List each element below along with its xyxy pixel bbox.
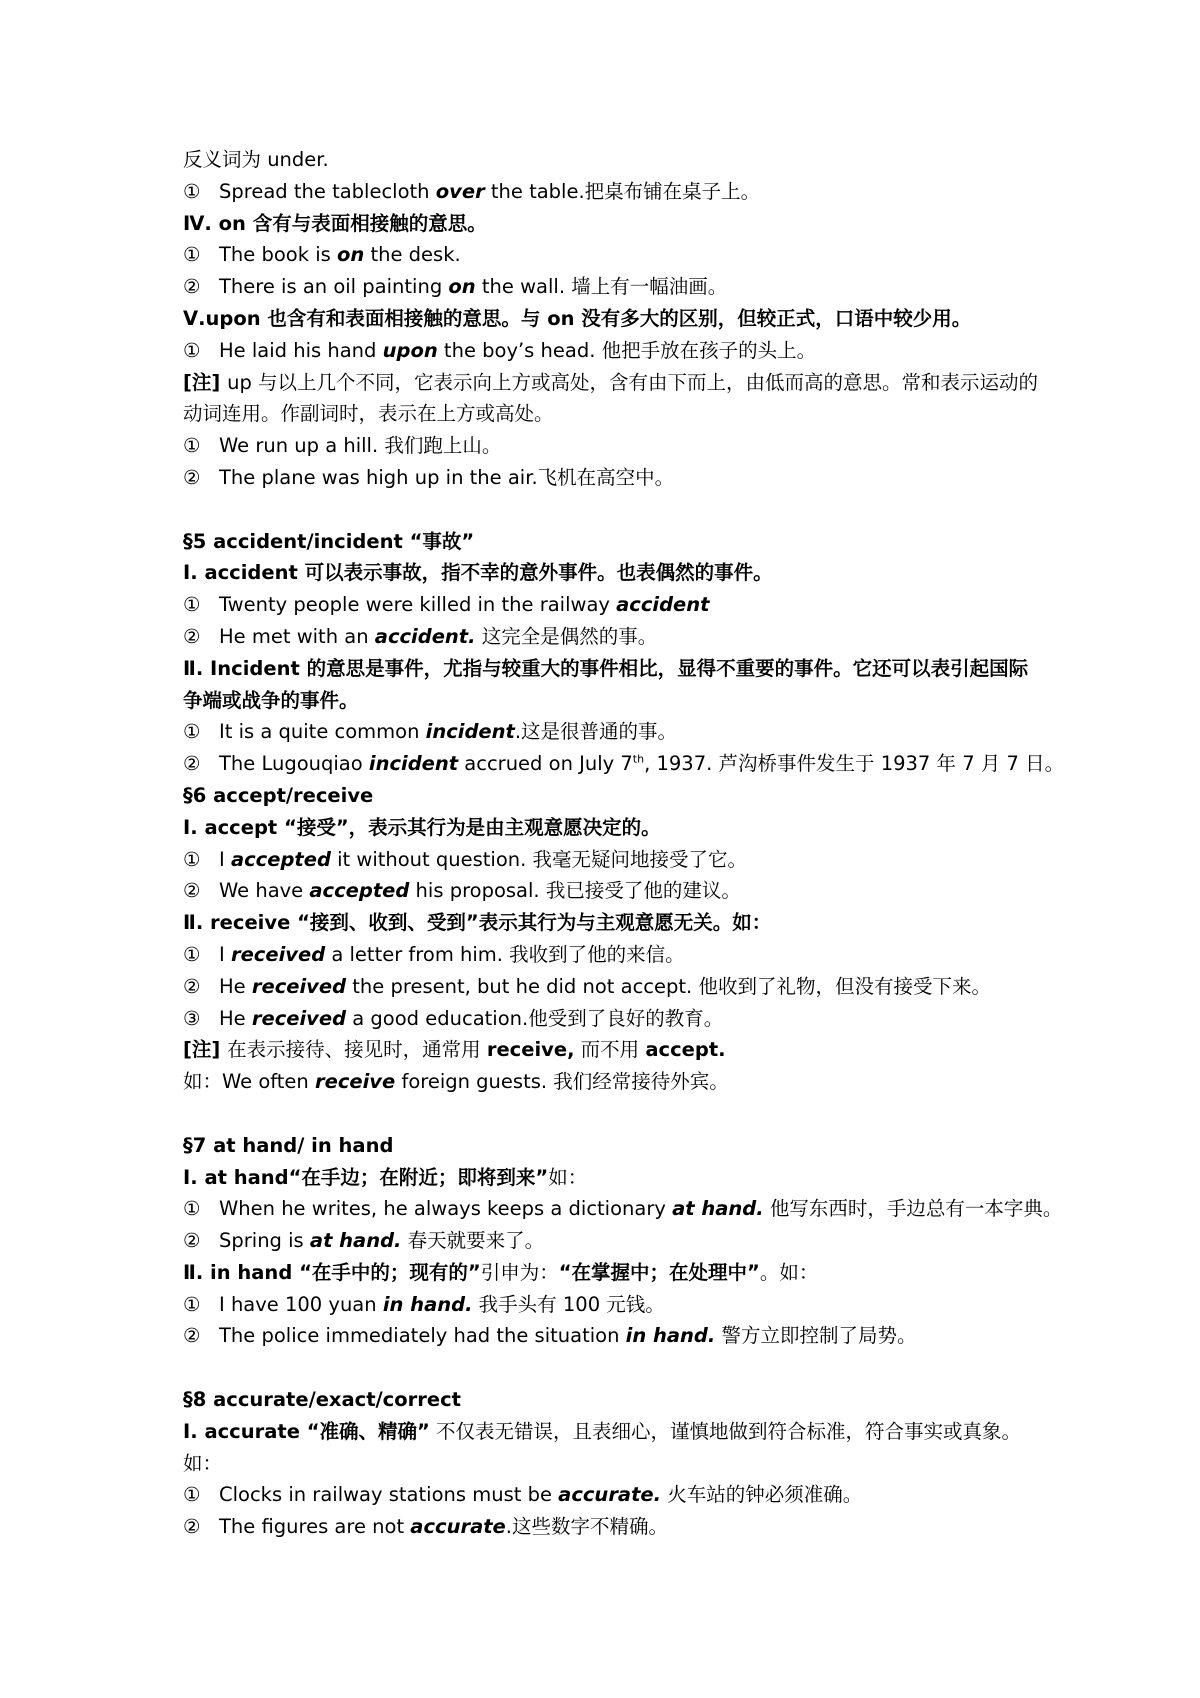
keyword: in hand. [382, 1292, 473, 1316]
example-sentence [183, 239, 1043, 271]
text-segment: There is an oil painting [219, 275, 449, 299]
section-heading: §5 accident/incident “事故” [183, 529, 475, 553]
keyword: accident [616, 593, 710, 617]
text-segment: He laid his hand [219, 338, 383, 362]
example-sentence [183, 462, 1043, 494]
bold-text: “在掌握中；在处理中” [558, 1260, 760, 1284]
text-segment: the wall. 墙上有一幅油画。 [475, 275, 728, 299]
text-segment: 引申为： [480, 1260, 559, 1284]
section-heading: §7 at hand/ in hand [183, 1133, 394, 1157]
example-sentence [183, 271, 1043, 303]
example-sentence [183, 430, 1043, 462]
text-segment: a letter from him. 我收到了他的来信。 [325, 942, 685, 966]
bold-text: [注] [183, 1038, 228, 1062]
blank-line [183, 1098, 1043, 1130]
example-number: ① [183, 720, 201, 744]
text-segment: the present, but he did not accept. 他收到了礼物，但没有接受下来。 [346, 974, 991, 998]
example-number: ③ [183, 1006, 201, 1030]
bold-text: accept. [645, 1038, 726, 1062]
text-segment: .这些数字不精确。 [505, 1515, 668, 1539]
keyword: at hand. [309, 1229, 402, 1253]
bold-text: Ⅰ. at hand“在手边；在附近；即将到来” [183, 1165, 549, 1189]
note-line [183, 367, 1043, 431]
blank-line [183, 1352, 1043, 1384]
example-sentence [183, 589, 1043, 621]
text-segment: 春天就要来了。 [401, 1229, 545, 1253]
text-segment: The plane was high up in the air.飞机在高空中。 [219, 465, 675, 489]
example-number: ① [183, 942, 201, 966]
text-segment: He [219, 1006, 252, 1030]
example-sentence [183, 1479, 1043, 1511]
example-sentence [183, 621, 1043, 653]
example-number: ① [183, 1292, 201, 1316]
text-segment: He [219, 974, 252, 998]
example-number: ② [183, 1324, 201, 1348]
example-number: ② [183, 465, 201, 489]
example-sentence [183, 1320, 1043, 1352]
example-sentence [183, 335, 1043, 367]
section-heading: Ⅳ. on 含有与表面相接触的意思。 [183, 211, 487, 235]
bold-text: Ⅱ. in hand “在手中的；现有的” [183, 1260, 481, 1284]
text-segment: Spring is [219, 1229, 310, 1253]
keyword: on [448, 275, 476, 299]
text-segment: He met with an [219, 624, 375, 648]
section-heading: Ⅰ. accept “接受”，表示其行为是由主观意愿决定的。 [183, 815, 661, 839]
text-segment: 如：We often [183, 1070, 315, 1094]
keyword: in hand. [625, 1324, 716, 1348]
note-line [183, 1416, 1043, 1480]
note-line [183, 1066, 1043, 1098]
section-heading: Ⅱ. receive “接到、收到、受到”表示其行为与主观意愿无关。如： [183, 911, 772, 935]
bold-text: Ⅰ. accurate “准确、精确” [183, 1419, 430, 1443]
text-segment: We have [219, 879, 310, 903]
text-segment: Twenty people were killed in the railway [219, 593, 617, 617]
text-segment: 不仅表无错误，且表细心，谨慎地做到符合标准，符合事实或真象。如： [183, 1419, 1022, 1475]
text-segment: the table.把桌布铺在桌子上。 [484, 179, 761, 203]
keyword: received [251, 1006, 347, 1030]
keyword: at hand. [672, 1197, 764, 1221]
text-segment: 如： [548, 1165, 588, 1189]
example-sentence [183, 875, 1043, 907]
text-segment: When he writes, he always keeps a dictionary [219, 1197, 673, 1221]
text-segment: .这是很普通的事。 [514, 720, 678, 744]
blank-line [183, 494, 1043, 526]
example-sentence [183, 1289, 1043, 1321]
text-segment: I have 100 yuan [219, 1292, 383, 1316]
text-segment: 。如： [759, 1260, 819, 1284]
example-number: ② [183, 879, 201, 903]
section-heading: §8 accurate/exact/correct [183, 1388, 461, 1412]
bold-text: receive, [486, 1038, 575, 1062]
example-number: ① [183, 179, 201, 203]
text-segment: The book is [219, 243, 337, 267]
example-sentence [183, 716, 1043, 748]
example-sentence [183, 939, 1043, 971]
text-segment: th [632, 752, 645, 766]
keyword: accurate. [558, 1483, 662, 1507]
text-segment: the desk. [364, 243, 461, 267]
text-segment: The Lugouqiao [219, 752, 369, 776]
example-number: ① [183, 847, 201, 871]
keyword: accepted [230, 847, 331, 871]
text-segment: The police immediately had the situation [219, 1324, 626, 1348]
example-sentence [183, 176, 1043, 208]
example-sentence [183, 1225, 1043, 1257]
text-segment: foreign guests. 我们经常接待外宾。 [395, 1070, 729, 1094]
document-page [183, 144, 1065, 1543]
text-segment: 他写东西时，手边总有一本字典。 [763, 1197, 1063, 1221]
text-segment: accrued on July 7 [458, 752, 633, 776]
example-sentence [183, 1511, 1043, 1543]
text-segment: it without question. 我毫无疑问地接受了它。 [330, 847, 748, 871]
example-number: ① [183, 434, 201, 458]
keyword: incident [368, 752, 459, 776]
example-sentence [183, 1003, 1043, 1035]
example-sentence [183, 748, 1065, 780]
section-heading: Ⅱ. Incident 的意思是事件，尤指与较重大的事件相比，显得不重要的事件。它还可以表引起国际争端或战争的事件。 [183, 656, 1029, 712]
text-segment: 在表示接待、接见时，通常用 [227, 1038, 487, 1062]
example-number: ① [183, 593, 201, 617]
text-segment: up 与以上几个不同，它表示向上方或高处，含有由下而上，由低而高的意思。常和表示运动的动词连用。作副词时，表示在上方或高处。 [183, 370, 1039, 426]
example-number: ② [183, 624, 201, 648]
text-segment: I [219, 942, 231, 966]
text-segment: The figures are not [219, 1515, 411, 1539]
keyword: incident [425, 720, 515, 744]
text-segment: It is a quite common [219, 720, 426, 744]
bold-text: [注] [183, 370, 228, 394]
example-number: ② [183, 974, 201, 998]
text-segment: a good education.他受到了良好的教育。 [346, 1006, 724, 1030]
text-segment: Spread the tablecloth [219, 179, 436, 203]
text-line: 反义词为 under. [183, 148, 329, 171]
keyword: over [435, 179, 485, 203]
text-segment: I [219, 847, 231, 871]
example-number: ① [183, 243, 201, 267]
keyword: received [230, 942, 326, 966]
text-segment: 而不用 [574, 1038, 646, 1062]
example-number: ① [183, 338, 201, 362]
section-heading: §6 accept/receive [183, 783, 374, 807]
note-line [183, 1257, 1043, 1289]
example-number: ① [183, 1483, 201, 1507]
keyword: receive [315, 1070, 396, 1094]
example-sentence [183, 1193, 1063, 1225]
text-segment: 警方立即控制了局势。 [715, 1324, 917, 1348]
example-number: ① [183, 1197, 201, 1221]
example-sentence [183, 971, 1043, 1003]
text-segment: his proposal. 我已接受了他的建议。 [409, 879, 741, 903]
example-number: ② [183, 1229, 201, 1253]
text-segment: the boy’s head. 他把手放在孩子的头上。 [437, 338, 817, 362]
keyword: received [251, 974, 347, 998]
text-segment: , 1937. 芦沟桥事件发生于 1937 年 7 月 7 日。 [644, 752, 1065, 776]
keyword: on [336, 243, 365, 267]
text-segment: 我手头有 100 元钱。 [472, 1292, 665, 1316]
keyword: upon [382, 338, 438, 362]
example-number: ② [183, 275, 201, 299]
text-segment: We run up a hill. 我们跑上山。 [219, 434, 502, 458]
note-line [183, 1162, 1043, 1194]
section-heading: Ⅴ.upon 也含有和表面相接触的意思。与 on 没有多大的区别，但较正式，口语中较少用。 [183, 306, 972, 330]
note-line [183, 1034, 1043, 1066]
keyword: accurate [410, 1515, 506, 1539]
keyword: accepted [309, 879, 410, 903]
keyword: accident. [374, 624, 476, 648]
section-heading: Ⅰ. accident 可以表示事故，指不幸的意外事件。也表偶然的事件。 [183, 561, 773, 585]
text-segment: 这完全是偶然的事。 [475, 624, 658, 648]
text-segment: Clocks in railway stations must be [219, 1483, 559, 1507]
text-segment: 火车站的钟必须准确。 [661, 1483, 863, 1507]
example-sentence [183, 844, 1043, 876]
example-number: ② [183, 1515, 201, 1539]
example-number: ② [183, 752, 201, 776]
